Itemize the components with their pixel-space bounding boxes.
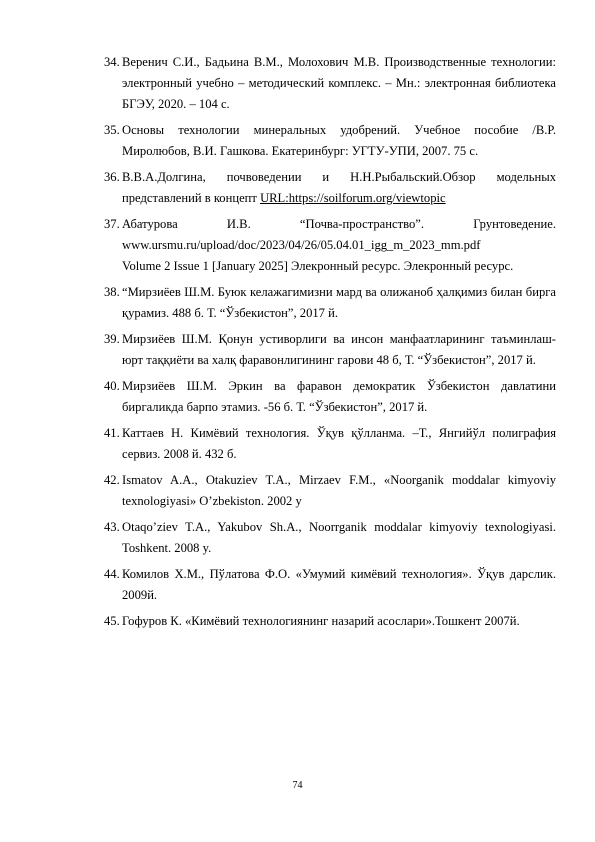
reference-text: Мирзиёев Ш.М. Қонун устиворлиги ва инсон манфаатларининг таъминлаш- юрт таққиёти ва халқ фаравонлигининг гарови 48 б, Т. “Ўзбекистон”, 2017 й.	[122, 332, 556, 367]
reference-list	[104, 52, 556, 637]
reference-item	[104, 564, 556, 606]
reference-item	[104, 329, 556, 371]
reference-text: Основы технологии минеральных удобрений. Учебное пособие /В.Р. Миролюбов, В.И. Гашкова. Екатеринбург: УГТУ-УПИ, 2007. 75 с.	[122, 123, 556, 158]
reference-text: Комилов Х.М., Пўлатова Ф.О. «Умумий кимёвий технология». Ўқув дарслик. 2009й.	[122, 567, 556, 602]
page-number: 74	[292, 780, 303, 791]
reference-item	[104, 282, 556, 324]
reference-item	[104, 167, 556, 209]
reference-number: 41.	[104, 426, 120, 440]
reference-number: 42.	[104, 473, 120, 487]
reference-text: Абатурова И.В. “Почва-пространство”. Грунтоведение. www.ursmu.ru/upload/doc/2023/04/26/05.04.01_igg_m_2023_mm.pdf	[122, 217, 556, 252]
reference-number: 45.	[104, 614, 120, 628]
reference-text: Ismatov A.A., Otakuziev T.A., Mirzaev F.M., «Noorganik moddalar kimyoviy texnologiyasi» O’zbekiston. 2002 y	[122, 473, 556, 508]
reference-item	[104, 611, 556, 632]
reference-item	[104, 120, 556, 162]
reference-link[interactable]: URL:https://soilforum.org/viewtopic	[260, 191, 446, 205]
reference-item	[104, 470, 556, 512]
reference-number: 34.	[104, 55, 120, 69]
reference-item	[104, 214, 556, 277]
reference-text: Otaqo’ziev T.A., Yakubov Sh.A., Noorrganik moddalar kimyoviy texnologiyasi. Toshkent. 2008 y.	[122, 520, 556, 555]
reference-text: Каттаев Н. Кимёвий технология. Ўқув қўлланма. –Т., Янгийўл полиграфия сервиз. 2008 й. 432 б.	[122, 426, 556, 461]
reference-number: 35.	[104, 123, 120, 137]
reference-item	[104, 376, 556, 418]
reference-number: 36.	[104, 170, 120, 184]
reference-number: 40.	[104, 379, 120, 393]
reference-text: Веренич С.И., Бадьина В.М., Молохович М.В. Производственные технологии: электронный учебно – методический комплекс. – Мн.: электронная библиотека БГЭУ, 2020. – 104 с.	[122, 55, 556, 111]
reference-text-continued: Volume 2 Issue 1 [January 2025] Элекронный ресурс. Элекронный ресурс.	[122, 259, 514, 273]
reference-number: 38.	[104, 285, 120, 299]
reference-item	[104, 52, 556, 115]
reference-number: 37.	[104, 217, 120, 231]
reference-text: В.В.А.Долгина, почвоведении и Н.Н.Рыбальский.Обзор модельных представлений в концепт	[122, 170, 556, 205]
reference-number: 44.	[104, 567, 120, 581]
reference-number: 43.	[104, 520, 120, 534]
reference-text: Гофуров К. «Кимёвий технологиянинг назарий асослари».Тошкент 2007й.	[122, 614, 520, 628]
reference-number: 39.	[104, 332, 120, 346]
reference-text: “Мирзиёев Ш.М. Буюк келажагимизни мард ва олижаноб ҳалқимиз билан бирга қурамиз. 488 б. Т. “Ўзбекистон”, 2017 й.	[122, 285, 556, 320]
reference-text: Мирзиёев Ш.М. Эркин ва фаравон демократик Ўзбекистон давлатини биргаликда барпо этамиз. -56 б. Т. “Ўзбекистон”, 2017 й.	[122, 379, 556, 414]
reference-item	[104, 423, 556, 465]
reference-item	[104, 517, 556, 559]
